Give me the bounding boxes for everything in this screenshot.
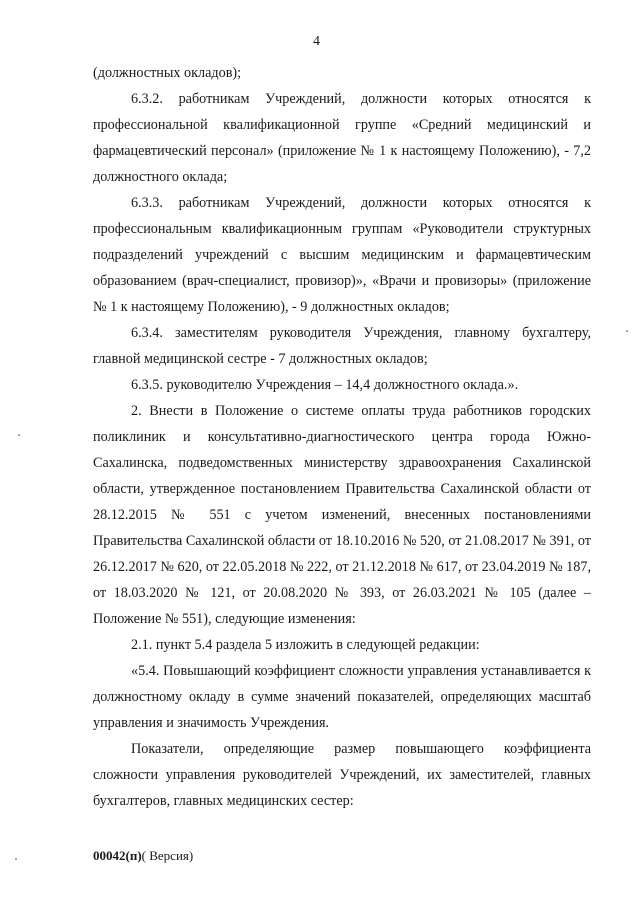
paragraph-5-4: «5.4. Повышающий коэффициент сложности управления устанавливается к должностному окладу в сумме значений показателей, определяющих масштаб управления и значимость Учреждения. [93,663,591,731]
document-body [93,60,591,814]
scan-speck [626,330,628,332]
scan-speck [18,434,20,436]
scan-speck [15,858,17,860]
paragraph-2-1: 2.1. пункт 5.4 раздела 5 изложить в следующей редакции: [131,637,480,653]
paragraph-6-3-3: 6.3.3. работникам Учреждений, должности которых относятся к профессиональным квалификационным группам «Руководители структурных подразделений учреждений с высшим медицинским и фармацевтическим образованием (врач-специалист, провизор)», «Врачи и провизоры» (приложение № 1 к настоящему Положению), - 9 должностных окладов; [93,195,591,315]
paragraph-2: 2. Внести в Положение о системе оплаты труда работников городских поликлиник и консультативно-диагностического центра города Южно-Сахалинска, подведомственных министерству здравоохранения Сахалинской области, утвержденное постановлением Правительства Сахалинской области от 28.12.2015 № 551 с учетом изменений, внесенных постановлениями Правительства Сахалинской области от 18.10.2016 № 520, от 21.08.2017 № 391, от 26.12.2017 № 620, от 22.05.2018 № 222, от 21.12.2018 № 617, от 23.04.2019 № 187, от 18.03.2020 № 121, от 20.08.2020 № 393, от 26.03.2021 № 105 (далее – Положение № 551), следующие изменения: [93,403,591,627]
footer [93,848,193,864]
paragraph-indicators: Показатели, определяющие размер повышающего коэффициента сложности управления руководителей Учреждений, их заместителей, главных бухгалтеров, главных медицинских сестер: [93,741,591,809]
paragraph-6-3-5: 6.3.5. руководителю Учреждения – 14,4 должностного оклада.». [131,377,519,393]
paragraph-6-3-4: 6.3.4. заместителям руководителя Учреждения, главному бухгалтеру, главной медицинской сестре - 7 должностных окладов; [93,325,591,367]
paragraph-continuation: (должностных окладов); [93,65,242,81]
paragraph-6-3-2: 6.3.2. работникам Учреждений, должности которых относятся к профессиональной квалификационной группе «Средний медицинский и фармацевтический персонал» (приложение № 1 к настоящему Положению), - 7,2 должностного оклада; [93,91,591,185]
document-version: ( Версия) [141,848,194,863]
page-number: 4 [313,34,320,49]
document-code: 00042(п) [93,848,142,863]
